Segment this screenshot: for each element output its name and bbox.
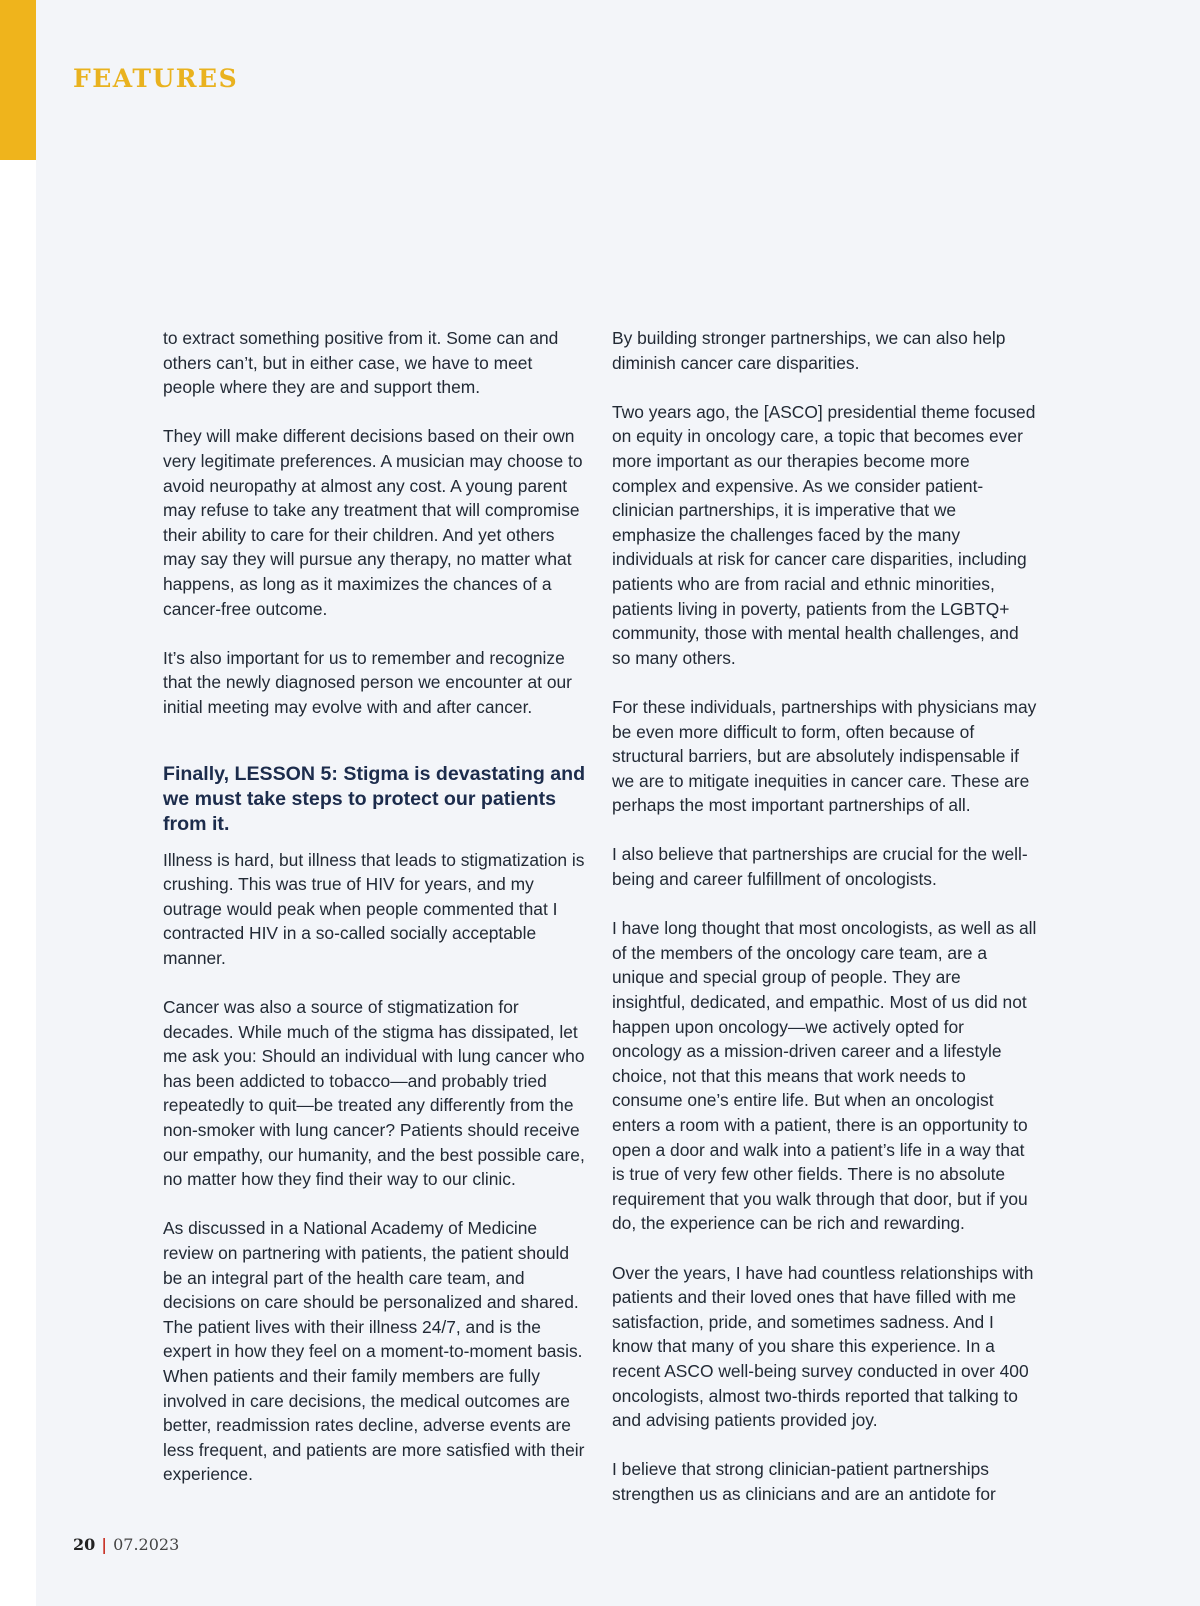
footer-separator: | [101,1535,108,1554]
paragraph: to extract something positive from it. Some can and others can’t, but in either case, we have to meet people where they are and support them. [163,328,559,398]
paragraph: Two years ago, the [ASCO] presidential theme focused on equity in oncology care, a topic that becomes ever more important as our therapies become more complex and expensive. As we consider patient-clinician partnerships, it is imperative that we emphasize the challenges faced by the many individuals at risk for cancer care disparities, including patients who are from racial and ethnic minorities, patients living in poverty, patients from the LGBTQ+ community, those with mental health challenges, and so many others. [612,401,1036,668]
paragraph: Illness is hard, but illness that leads to stigmatization is crushing. This was true of HIV for years, and my outrage would peak when people commented that I contracted HIV in a so-called socially acceptable manner. [163,849,585,968]
accent-bar [0,0,36,160]
section-label: FEATURES [73,64,239,93]
paragraph: Cancer was also a source of stigmatization for decades. While much of the stigma has dissipated, let me ask you: Should an individual with lung cancer who has been addicted to tobacco—and probably tried repeatedly to quit—be treated any differently from the non-smoker with lung cancer? Patients should receive our empathy, our humanity, and the best possible care, no matter how they find their way to our clinic. [163,997,585,1190]
paragraph: I believe that strong clinician-patient partnerships strengthen us as clinicians and are an antidote for [612,1459,996,1504]
paragraph: I have long thought that most oncologists, as well as all of the members of the oncology care team, are a unique and special group of people. They are insightful, dedicated, and empathic. Most of us did not happen upon oncology—we actively opted for oncology as a mission-driven career and a lifestyle choice, not that this means that work needs to consume one’s entire life. But when an oncologist enters a room with a patient, there is an opportunity to open a door and walk into a patient’s life in a way that is true of very few other fields. There is no absolute requirement that you walk through that door, but if you do, the experience can be rich and rewarding. [612,918,1037,1234]
right-column [612,326,1037,1531]
paragraph: For these individuals, partnerships with physicians may be even more difficult to form, often because of structural barriers, but are absolutely indispensable if we are to mitigate inequities in cancer care. These are perhaps the most important partnerships of all. [612,696,1037,816]
paragraph: They will make different decisions based on their own very legitimate preferences. A musician may choose to avoid neuropathy at almost any cost. A young parent may refuse to take any treatment that will compromise their ability to care for their children. And yet others may say they will pursue any therapy, no matter what happens, as long as it maximizes the chances of a cancer-free outcome. [163,426,583,619]
paragraph: Over the years, I have had countless relationships with patients and their loved ones that have filled with me satisfaction, pride, and sometimes sadness. And I know that many of you share this experience. In a recent ASCO well-being survey conducted in over 400 oncologists, almost two-thirds reported that talking to and advising patients provided joy. [612,1262,1034,1431]
page-footer [73,1535,179,1554]
lesson-heading: Finally, LESSON 5: Stigma is devastating and we must take steps to protect our patients from it. [163,762,586,835]
issue-date: 07.2023 [113,1535,180,1554]
paragraph: It’s also important for us to remember and recognize that the newly diagnosed person we encounter at our initial meeting may evolve with and after cancer. [163,647,572,717]
left-column [163,326,588,1512]
page-number: 20 [73,1535,96,1554]
paragraph: I also believe that partnerships are crucial for the well-being and career fulfillment of oncologists. [612,844,1028,890]
paragraph: As discussed in a National Academy of Medicine review on partnering with patients, the patient should be an integral part of the health care team, and decisions on care should be personalized and shared. The patient lives with their illness 24/7, and is the expert in how they feel on a moment-to-moment basis. When patients and their family members are fully involved in care decisions, the medical outcomes are better, readmission rates decline, adverse events are less frequent, and patients are more satisfied with their experience. [163,1218,585,1485]
paragraph: By building stronger partnerships, we can also help diminish cancer care disparities. [612,328,1006,373]
